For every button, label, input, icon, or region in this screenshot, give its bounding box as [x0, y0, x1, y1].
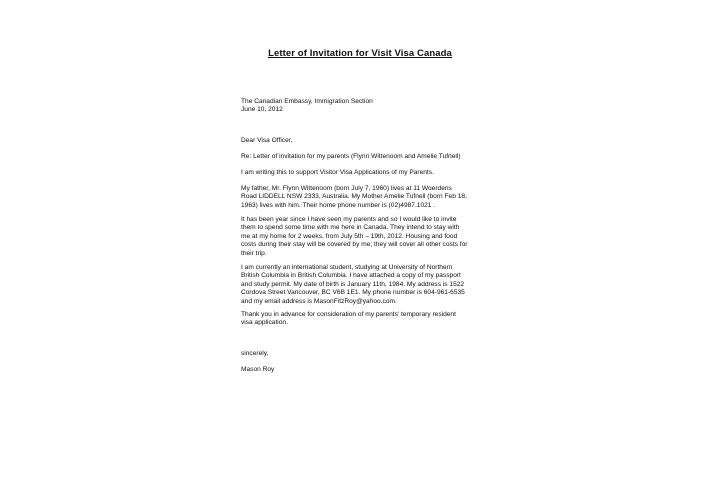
greeting: Dear Visa Officer, [241, 137, 293, 144]
letter-date: June 10, 2012 [241, 106, 283, 114]
recipient-line: The Canadian Embassy, Immigration Section [241, 98, 373, 105]
signature-name: Mason Roy [241, 366, 275, 373]
paragraph-inviter-details: I am currently an international student, studying at University of Northern British Columbia in British Columbia. I have attached a copy of my passport and study permit. My date of birth is January 11th, 1984. My address is 1522 Cordova Street Vancouver, BC V6B 1E1. My phone number is 604-961-6535 and my email address is MasonFitzRoy@yahoo.com. [241, 264, 465, 305]
letter-title: Letter of Invitation for Visit Visa Canada [268, 48, 452, 59]
paragraph-purpose: I am writing this to support Visitor Visa Applications of my Parents. [241, 169, 434, 176]
closing: sincerely, [241, 350, 269, 357]
subject-line: Re: Letter of invitation for my parents (Flynn Wittenoom and Amelie Tufnell) [241, 153, 461, 160]
paragraph-visit-plan: It has been year since I have seen my parents and so I would like to invite them to spend some time with me here in Canada. They intend to stay with me at my home for 2 weeks, from July 5th – 19th, 2012. Housing and food costs during their stay will be covered by me; they will cover all other costs for their trip. [241, 216, 468, 257]
recipient-block [241, 98, 481, 115]
paragraph-thanks: Thank you in advance for consideration of my parents' temporary resident visa application. [241, 311, 456, 327]
paragraph-parents-details: My father, Mr. Flynn Wittenoom (born July 7, 1960) lives at 11 Woerdens Road LIDDELL NSW 2333, Australia. My Mother Amelie Tufnell (born Feb 18, 1963) lives with him. Their home phone number is (02)4987.1021 . [241, 185, 467, 209]
